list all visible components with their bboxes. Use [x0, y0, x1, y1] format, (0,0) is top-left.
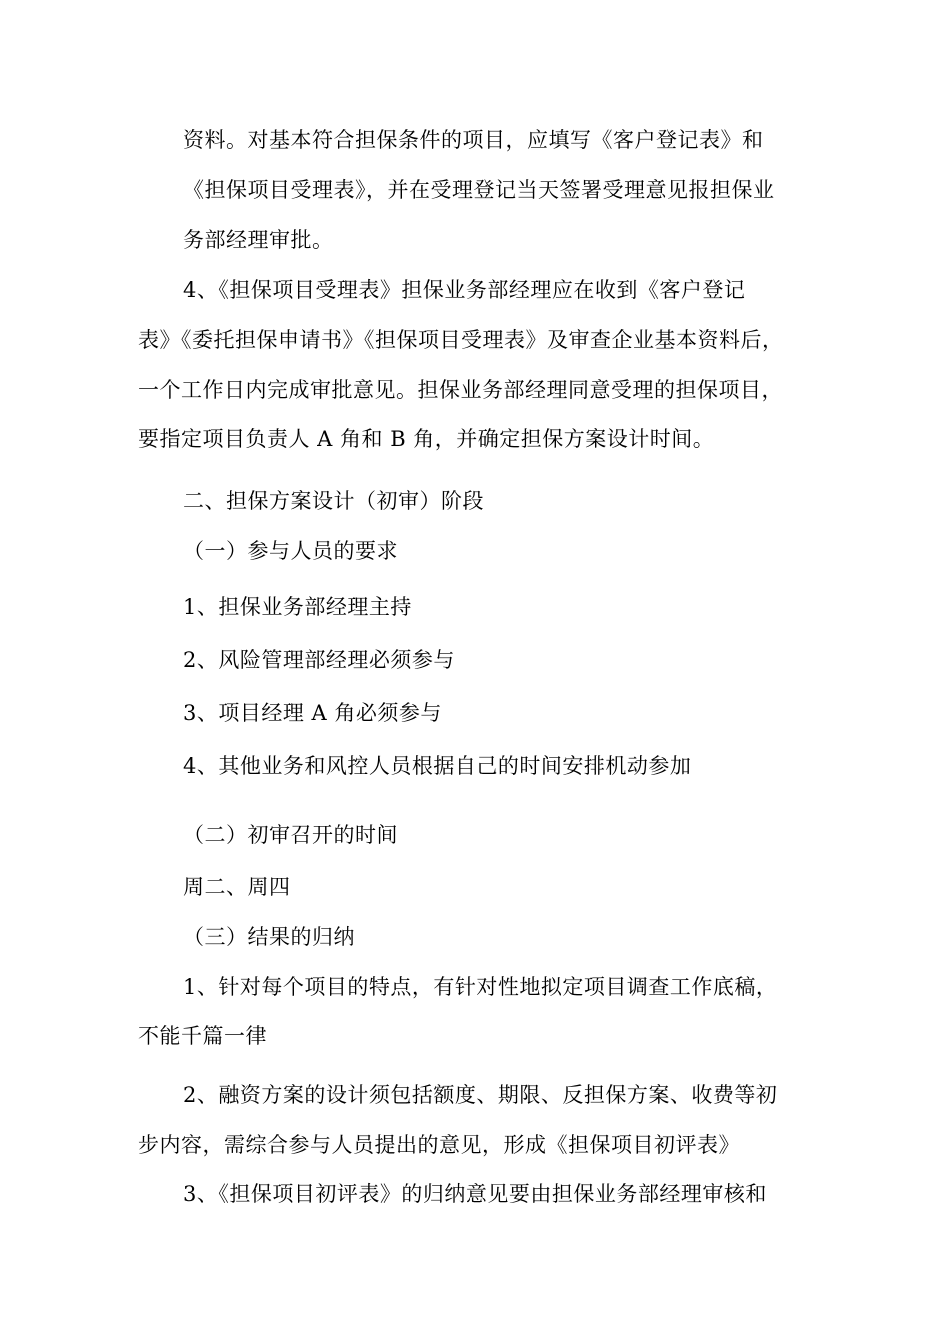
list-item: 1、担保业务部经理主持: [183, 595, 412, 619]
text-line: 《担保项目受理表》，并在受理登记当天签署受理意见报担保业: [183, 178, 775, 202]
text-line: 周二、周四: [183, 875, 291, 899]
text-line: 步内容，需综合参与人员提出的意见，形成《担保项目初评表》: [138, 1133, 740, 1157]
text-line: 4、《担保项目受理表》担保业务部经理应在收到《客户登记: [183, 278, 746, 302]
text-line: 要指定项目负责人 A 角和 B 角，并确定担保方案设计时间。: [138, 427, 715, 451]
list-item: 2、融资方案的设计须包括额度、期限、反担保方案、收费等初: [183, 1083, 778, 1107]
text-line: 表》《委托担保申请书》《担保项目受理表》及审查企业基本资料后，: [138, 328, 784, 352]
list-item: 2、风险管理部经理必须参与: [183, 648, 455, 672]
list-item: 3、《担保项目初评表》的归纳意见要由担保业务部经理审核和: [183, 1182, 767, 1206]
list-item: 1、针对每个项目的特点，有针对性地拟定项目调查工作底稿，: [183, 975, 778, 999]
subsection-heading: （二）初审召开的时间: [183, 823, 398, 847]
text-line: 务部经理审批。: [183, 228, 334, 252]
list-item: 4、其他业务和风控人员根据自己的时间安排机动参加: [183, 754, 692, 778]
subsection-heading: （三）结果的归纳: [183, 925, 355, 949]
section-heading: 二、担保方案设计（初审）阶段: [183, 489, 484, 513]
text-line: 不能千篇一律: [138, 1024, 267, 1048]
list-item: 3、项目经理 A 角必须参与: [183, 701, 442, 725]
text-line: 资料。对基本符合担保条件的项目，应填写《客户登记表》和: [183, 128, 764, 152]
subsection-heading: （一）参与人员的要求: [183, 539, 398, 563]
text-line: 一个工作日内完成审批意见。担保业务部经理同意受理的担保项目，: [138, 378, 783, 402]
